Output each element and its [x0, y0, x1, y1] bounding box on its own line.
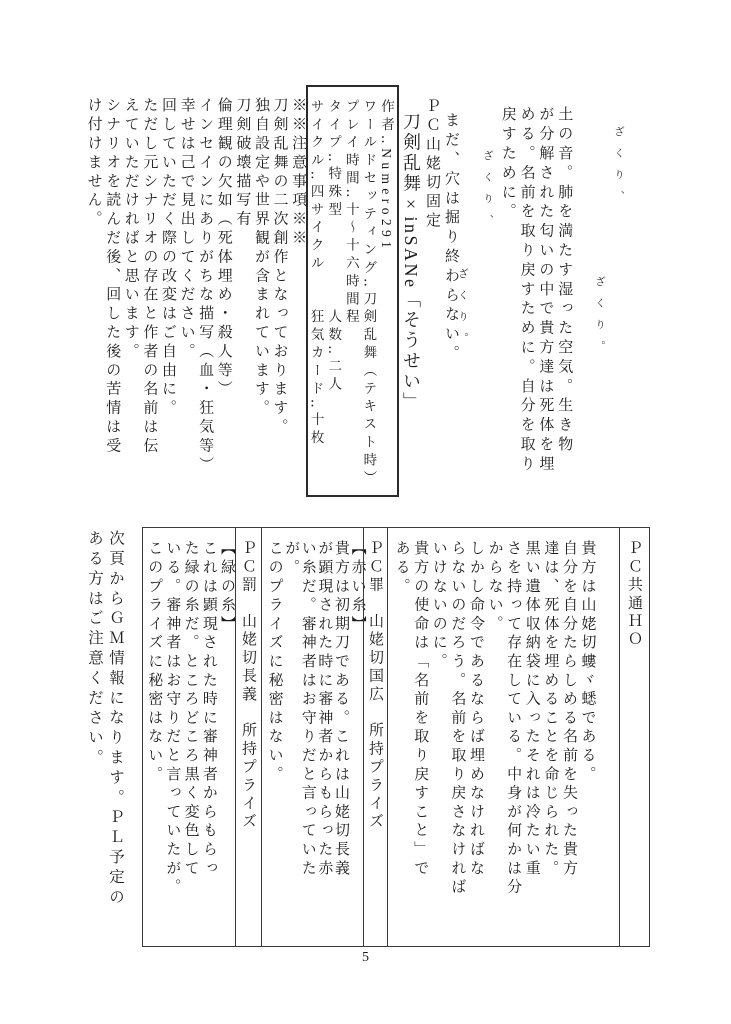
table-header-label: ＰＣ罰 山姥切長義 所持プライズ	[240, 540, 256, 832]
page-number: 5	[362, 950, 369, 965]
text-line: ある。	[393, 540, 410, 597]
table-cell-pc-common-ho-text	[387, 528, 619, 946]
text-line: 戻すために。	[499, 106, 516, 223]
text-line: えていただければと思います。	[122, 97, 139, 362]
onomatopoeia-zakuri: ざくり、	[613, 126, 624, 212]
text-line: け付けません。	[85, 97, 102, 230]
table-cell-pc-tsumi-prize	[261, 528, 366, 946]
text-line: シナリオを読んだ後、回した後の苦情は受	[104, 97, 121, 457]
text-line: 次頁からＧＭ情報になります。ＰＬ予定の	[107, 530, 124, 909]
text-line: 幸せは己で見出してください。	[178, 97, 195, 362]
prize-green-thread-text	[145, 540, 236, 940]
table-header-label: ＰＣ共通ＨＯ	[626, 540, 642, 650]
text-line: これは顕現された時に審神者からもらっ	[200, 540, 217, 879]
text-line: 貴方の使命は「名前を取り戻すこと」で	[412, 540, 429, 879]
text-line: 黒い遺体収納袋に入ったそれは冷たい重	[523, 540, 540, 879]
pc-fixed-label: ＰＣ山姥切固定	[424, 98, 440, 231]
text-line: 回していただく際の改変はご自由に。	[159, 97, 176, 419]
text-line: た緑の糸だ。ところどころ黒く変色して	[182, 540, 199, 879]
text-line: サイクル‥四サイクル 狂気カード‥十枚	[308, 99, 324, 449]
text-line: タイプ‥特殊型 人数‥二人	[326, 99, 342, 395]
text-line: このプライズに秘密はない。	[146, 540, 163, 785]
handout-table	[142, 527, 650, 947]
notice-section	[84, 97, 307, 502]
text-line: が分解された匂いの中で貴方達は死体を埋	[537, 106, 554, 475]
text-line: からない。	[486, 540, 503, 634]
scenario-info-box	[306, 85, 399, 497]
text-line: 達は、死体を埋めることを命じられた。	[542, 540, 559, 879]
table-header-pc-batsu	[235, 528, 261, 946]
text-line: 刀剣破壊描写有	[234, 97, 251, 230]
text-line: ワールドセッティング‥刀剣乱舞（テキスト時）	[361, 99, 377, 489]
text-line: このプライズに秘密はない。	[266, 540, 283, 785]
text-line: 作者‥Numero291	[379, 99, 394, 253]
text-line: しかし命令であるならば埋めなければな	[467, 540, 484, 879]
text-line: ただし元シナリオの存在と作者の名前は伝	[141, 97, 158, 457]
text-line: プレイ時間‥十〜十六時間程	[343, 99, 359, 328]
table-header-label: ＰＣ罪 山姥切国広 所持プライズ	[367, 540, 383, 832]
text-line: 土の音。肺を満たす湿った空気。生き物	[556, 106, 573, 456]
text-line: 【緑の糸】	[219, 540, 236, 634]
text-line: 刀剣乱舞の二次創作となっております。	[271, 97, 288, 438]
onomatopoeia-zakuri: ざくり、	[482, 150, 493, 236]
text-line: インセインにありがちな描写（血・狂気等）	[197, 97, 214, 475]
prize-red-thread-text	[266, 540, 366, 940]
onomatopoeia-zakuri: ざくり。	[594, 276, 605, 362]
table-cell-pc-batsu-prize	[141, 528, 235, 946]
text-line: 貴方は山姥切螻ヾ蟋である。	[579, 540, 596, 785]
text-line: める。名前を取り戻すために。自分を取り	[518, 106, 535, 475]
onomatopoeia-zakuri: ざくり。	[457, 268, 468, 354]
text-line: 倫理観の欠如（死体埋め・殺人等）	[215, 97, 232, 400]
text-line: 独自設定や世界観が含まれています。	[252, 97, 269, 419]
text-line: さを持って存在している。中身が何かは分	[505, 540, 522, 898]
intro-closing-line: まだ、穴は掘り終わらない。	[443, 112, 459, 365]
text-line: が。	[283, 540, 300, 578]
text-line: 自分を自分たらしめる名前を失った貴方	[560, 540, 577, 879]
text-line: らないのだろう。名前を取り戻さなければ	[449, 540, 466, 898]
table-header-pc-common-ho	[619, 528, 649, 946]
text-line: が顕現された時に審神者からもらった赤	[316, 540, 333, 879]
intro-paragraph	[498, 106, 573, 506]
text-line: 貴方は初期刀である。これは山姥切長義	[332, 540, 349, 879]
text-line: ※※注意事項※※	[290, 97, 307, 249]
table-header-pc-tsumi	[363, 528, 387, 946]
gm-info-warning	[84, 530, 126, 908]
text-line: ある方はご注意ください。	[86, 530, 103, 769]
scenario-title: 刀剣乱舞×inSANe「そうせい」	[401, 112, 421, 413]
text-line: いけないのに。	[430, 540, 447, 672]
handout-common-text	[392, 540, 597, 940]
text-line: 【赤い糸】	[349, 540, 366, 634]
text-line: いる。審神者はお守りだと言っていたが。	[164, 540, 181, 898]
text-line: い糸だ。審神者はお守りだと言っていた	[299, 540, 316, 879]
